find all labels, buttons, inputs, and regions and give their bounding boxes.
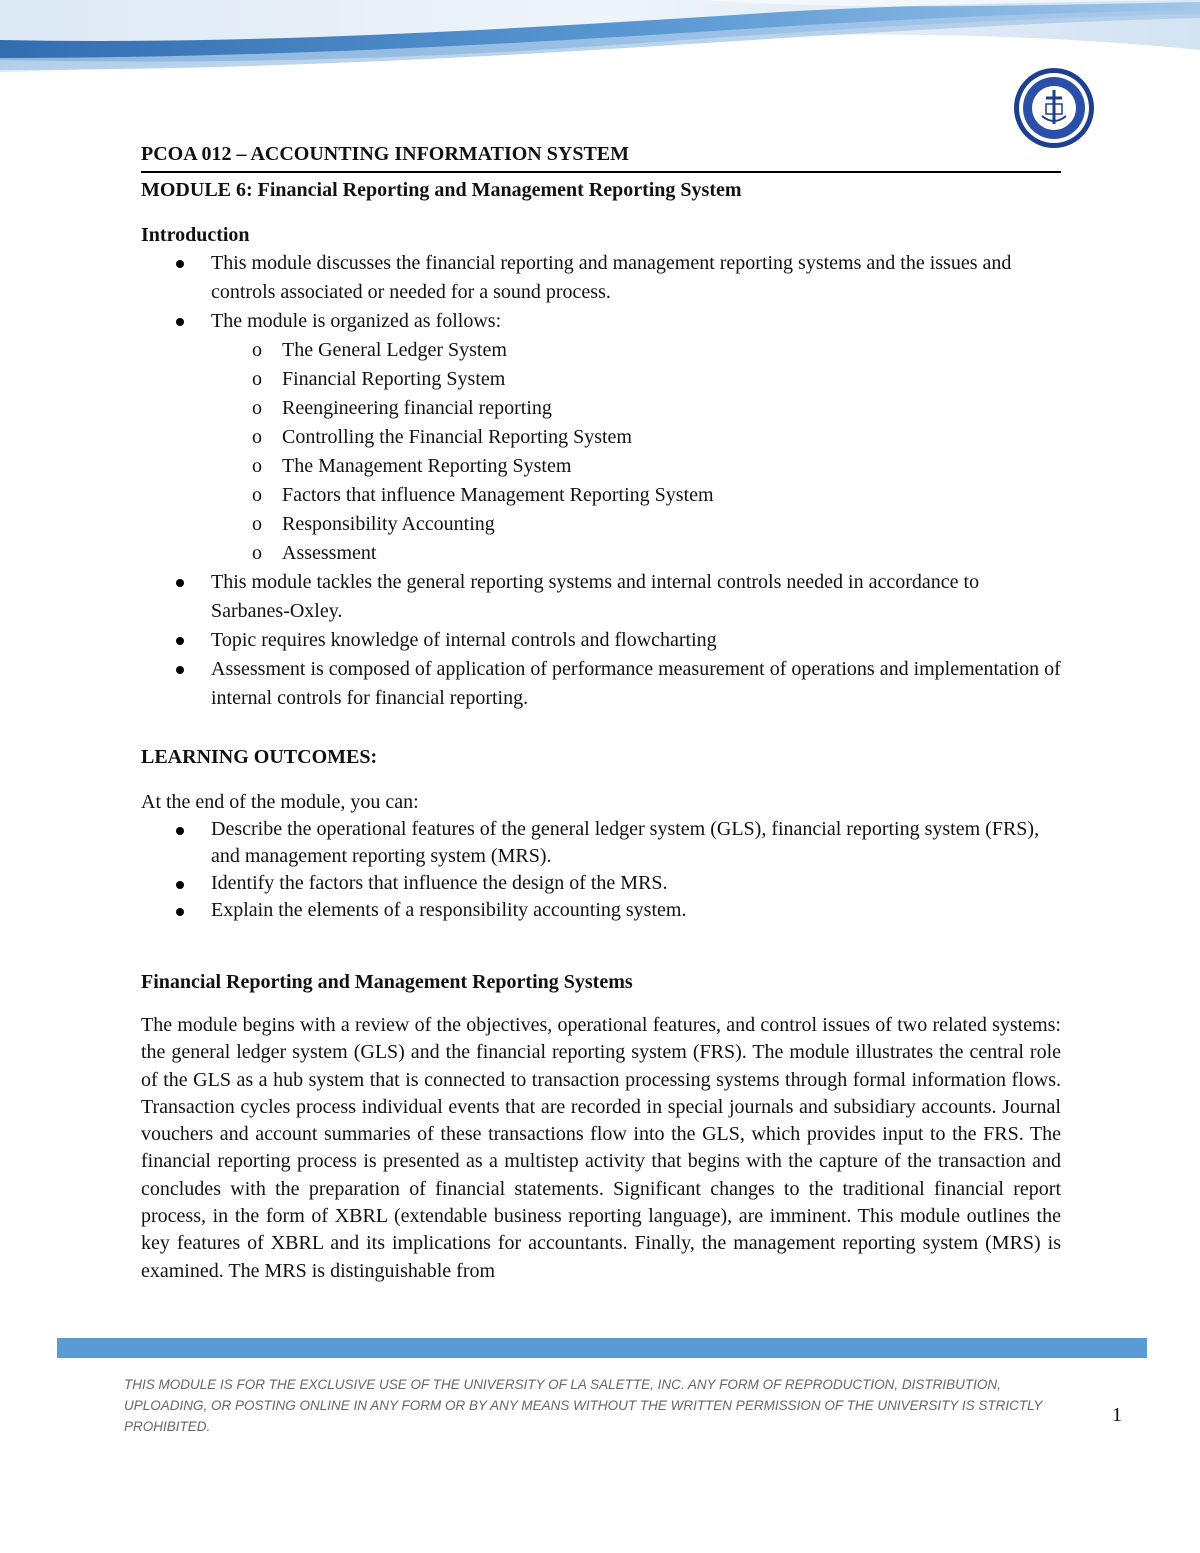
hollow-bullet-icon: o — [252, 339, 262, 361]
outline-item: o Controlling the Financial Reporting System — [141, 423, 1061, 452]
outline-item: o The Management Reporting System — [141, 452, 1061, 481]
list-item: This module discusses the financial reporting and management reporting systems and the issues and controls associated or needed for a sound process. — [141, 249, 1061, 307]
outline-item: o Assessment — [141, 539, 1061, 568]
list-item: The module is organized as follows: o The General Ledger System o Financial Reporting System o Reengineering financial reporting o Controlling the Financial Reporting System o The Management Reporting System o Factors that influence Management Reporting System o Responsibility Accounting o Assessment — [141, 307, 1061, 568]
bullet-icon — [176, 827, 184, 835]
hollow-bullet-icon: o — [252, 542, 262, 564]
outline-item: o Reengineering financial reporting — [141, 394, 1061, 423]
hollow-bullet-icon: o — [252, 513, 262, 535]
bullet-icon — [176, 666, 184, 674]
page-number: 1 — [1112, 1404, 1122, 1426]
title-rule — [141, 171, 1061, 173]
outline-item: o Financial Reporting System — [141, 365, 1061, 394]
course-title: PCOA 012 – ACCOUNTING INFORMATION SYSTEM — [141, 143, 629, 165]
outline-item: o The General Ledger System — [141, 336, 1061, 365]
list-item: This module tackles the general reporting systems and internal controls needed in accordance to Sarbanes-Oxley. — [141, 568, 1061, 626]
document-body — [141, 140, 1061, 1285]
list-item: Describe the operational features of the general ledger system (GLS), financial reporting system (FRS), and management reporting system (MRS). — [141, 816, 1061, 870]
bullet-icon — [176, 908, 184, 916]
bullet-icon — [176, 260, 184, 268]
list-item: Identify the factors that influence the design of the MRS. — [141, 870, 1061, 897]
bullet-icon — [176, 881, 184, 889]
hollow-bullet-icon: o — [252, 368, 262, 390]
hollow-bullet-icon: o — [252, 484, 262, 506]
learning-outcomes-heading: LEARNING OUTCOMES: — [141, 746, 378, 768]
hollow-bullet-icon: o — [252, 397, 262, 419]
bullet-icon — [176, 579, 184, 587]
frs-section-heading: Financial Reporting and Management Reporting Systems — [141, 971, 633, 993]
university-seal — [1002, 66, 1106, 150]
hollow-bullet-icon: o — [252, 426, 262, 448]
learning-outcomes-intro: At the end of the module, you can: — [141, 791, 419, 813]
introduction-heading: Introduction — [141, 224, 250, 246]
list-item: Topic requires knowledge of internal controls and flowcharting — [141, 626, 1061, 655]
list-item: Explain the elements of a responsibility accounting system. — [141, 897, 1061, 924]
outline-item: o Factors that influence Management Reporting System — [141, 481, 1061, 510]
introduction-list — [141, 249, 1061, 713]
module-title: MODULE 6: Financial Reporting and Management Reporting System — [141, 179, 742, 201]
list-item: Assessment is composed of application of performance measurement of operations and implementation of internal controls for financial reporting. — [141, 655, 1061, 713]
footer-notice: THIS MODULE IS FOR THE EXCLUSIVE USE OF THE UNIVERSITY OF LA SALETTE, INC. ANY FORM OF REPRODUCTION, DISTRIBUTION, UPLOADING, OR POSTING ONLINE IN ANY FORM OR BY ANY MEANS WITHOUT THE WRITTEN PERMISSION OF THE UNIVERSITY IS STRICTLY PROHIBITED. — [124, 1377, 1043, 1434]
learning-outcomes-list — [141, 816, 1061, 924]
bullet-icon — [176, 318, 184, 326]
frs-section-paragraph: The module begins with a review of the objectives, operational features, and control issues of two related systems: the general ledger system (GLS) and the financial reporting system (FRS). The module illustrates the central role of the GLS as a hub system that is connected to transaction processing systems through formal information flows. Transaction cycles process individual events that are recorded in special journals and subsidiary accounts. Journal vouchers and account summaries of these transactions flow into the GLS, which provides input to the FRS. The financial reporting process is presented as a multistep activity that begins with the capture of the transaction and concludes with the preparation of financial statements. Significant changes to the traditional financial report process, in the form of XBRL (extendable business reporting language), are imminent. This module outlines the key features of XBRL and its implications for accountants. Finally, the management reporting system (MRS) is examined. The MRS is distinguishable from — [141, 1014, 1061, 1282]
outline-item: o Responsibility Accounting — [141, 510, 1061, 539]
footer-bar — [57, 1338, 1147, 1358]
hollow-bullet-icon: o — [252, 455, 262, 477]
module-outline-list — [141, 336, 1061, 568]
bullet-icon — [176, 637, 184, 645]
